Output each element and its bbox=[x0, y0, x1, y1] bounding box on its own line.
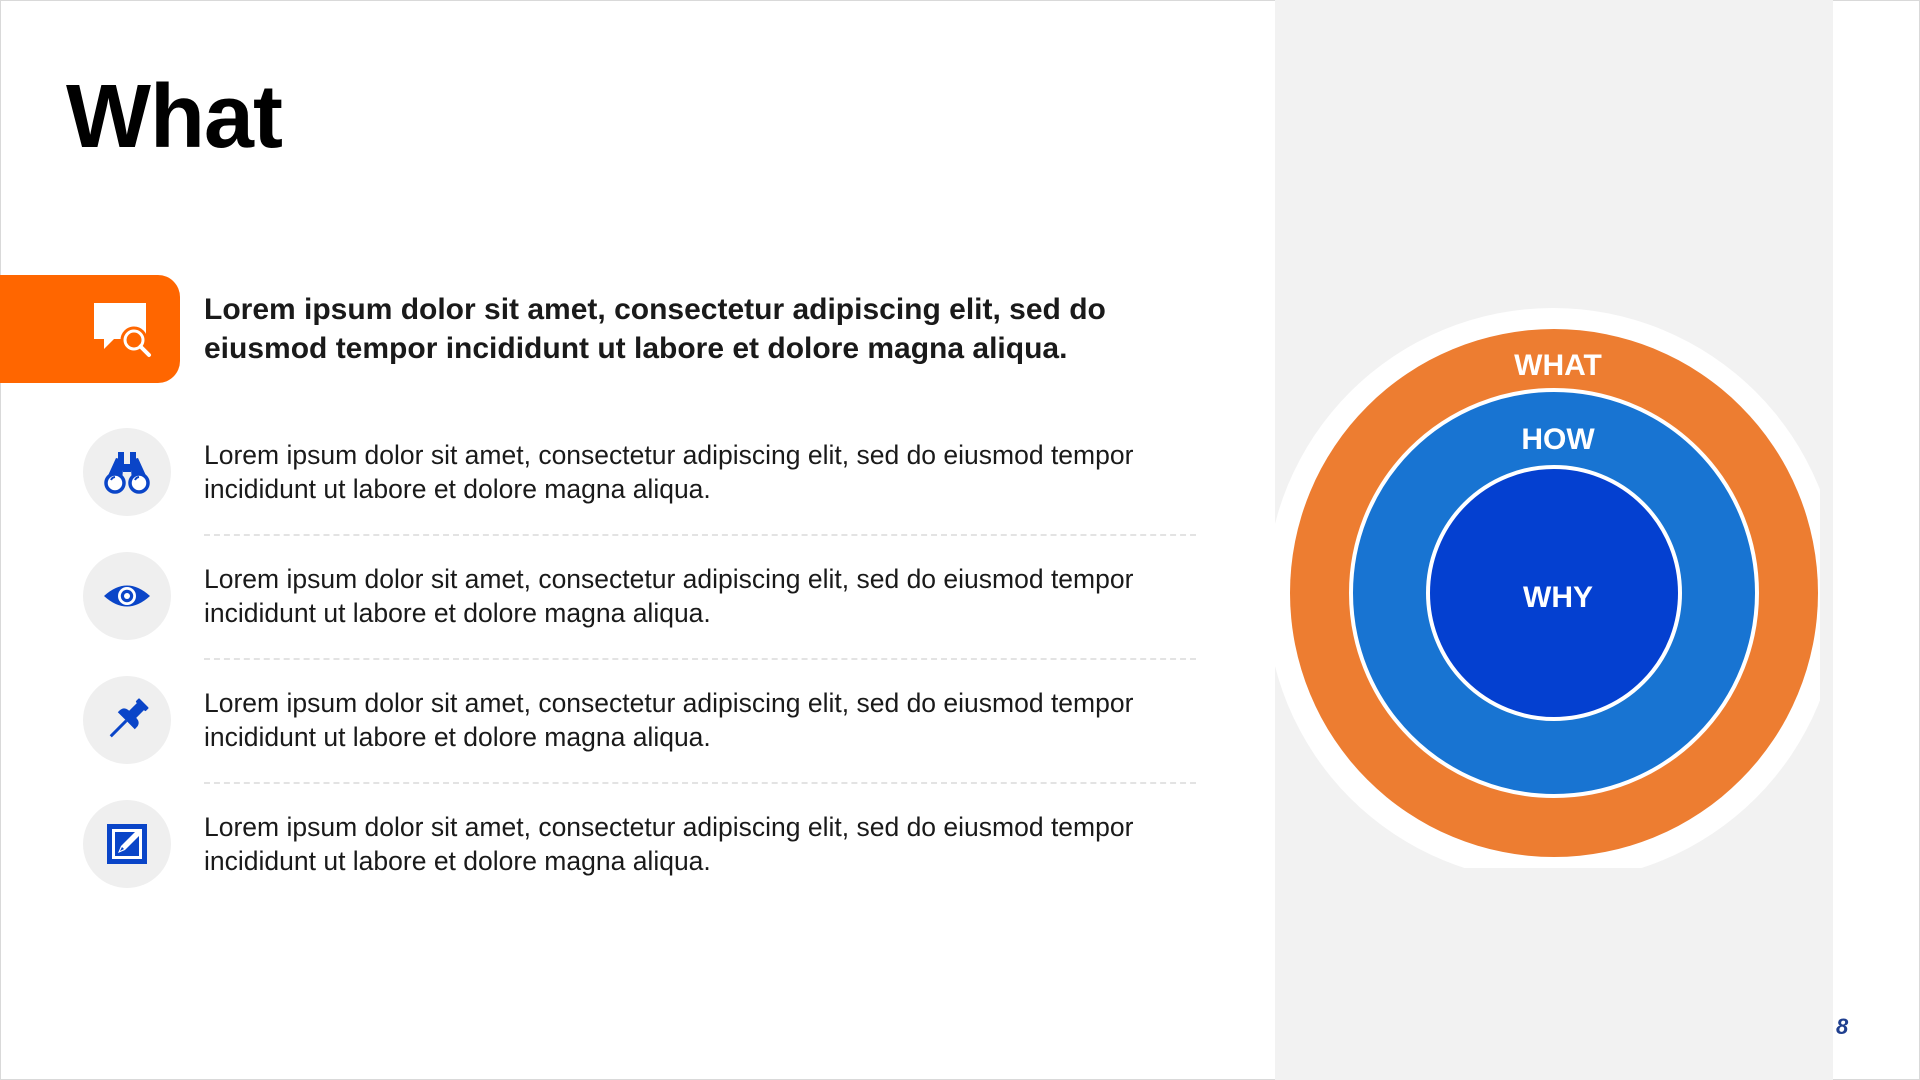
binoculars-icon bbox=[103, 448, 151, 496]
eye-icon bbox=[103, 572, 151, 620]
icon-badge bbox=[83, 428, 171, 516]
item-text: Lorem ipsum dolor sit amet, consectetur adipiscing elit, sed do eiusmod tempor incididunt ut labore et dolore magna aliqua. bbox=[204, 440, 1134, 504]
list-item bbox=[0, 534, 1200, 658]
pushpin-icon bbox=[103, 696, 151, 744]
item-text: Lorem ipsum dolor sit amet, consectetur adipiscing elit, sed do eiusmod tempor incididunt ut labore et dolore magna aliqua. bbox=[204, 688, 1134, 752]
list-item bbox=[0, 410, 1200, 534]
edit-square-icon bbox=[103, 820, 151, 868]
highlight-text: Lorem ipsum dolor sit amet, consectetur adipiscing elit, sed do eiusmod tempor incididunt ut labore et dolore magna aliqua. bbox=[204, 293, 1106, 365]
page-number: 8 bbox=[1836, 1014, 1849, 1039]
icon-badge bbox=[83, 552, 171, 640]
highlight-tab bbox=[0, 275, 180, 383]
why-label: WHY bbox=[1523, 581, 1593, 614]
icon-badge bbox=[83, 676, 171, 764]
icon-badge bbox=[83, 800, 171, 888]
list-item bbox=[0, 782, 1200, 906]
golden-circle-diagram bbox=[1260, 288, 1820, 868]
item-text: Lorem ipsum dolor sit amet, consectetur adipiscing elit, sed do eiusmod tempor incididunt ut labore et dolore magna aliqua. bbox=[204, 564, 1134, 628]
what-label: WHAT bbox=[1514, 349, 1602, 382]
how-label: HOW bbox=[1521, 423, 1595, 456]
list-item bbox=[0, 658, 1200, 782]
slide-title: What bbox=[66, 67, 282, 167]
chat-search-icon bbox=[92, 301, 152, 359]
item-text: Lorem ipsum dolor sit amet, consectetur adipiscing elit, sed do eiusmod tempor incididunt ut labore et dolore magna aliqua. bbox=[204, 812, 1134, 876]
